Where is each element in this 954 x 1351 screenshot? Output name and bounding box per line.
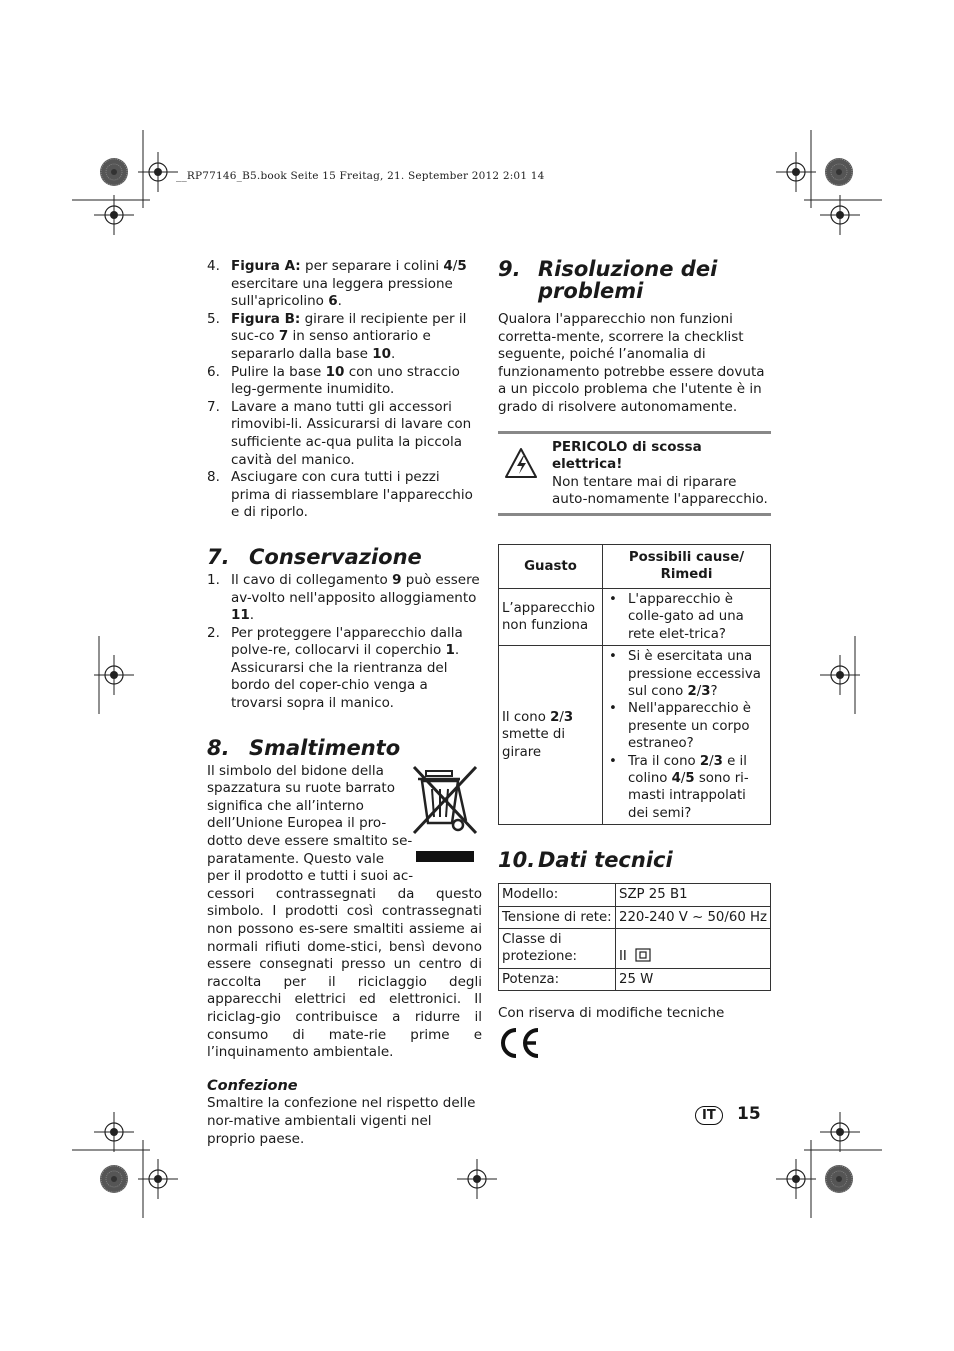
text-run: Il cavo di collegamento [231,571,393,588]
table-header-guasto: Guasto [499,544,603,588]
spec-label: Potenza: [499,968,616,990]
warning-title: PERICOLO di scossa elettrica! [552,438,702,473]
step-number: 5. [207,310,220,327]
text-run: Tra il cono [628,753,700,769]
list-item [207,625,482,713]
section-title-smaltimento: 8. Smaltimento [207,735,401,760]
table-row [499,906,771,928]
section-title-dati-tecnici: 10. Dati tecnici [498,848,673,873]
smaltimento-body [207,763,482,1062]
part-number: 1 [445,642,455,659]
table-header-cause: Possibili cause/ Rimedi [603,544,771,588]
spec-value [616,906,771,928]
part-number: 4 [443,258,453,274]
text-line: paratamente. Questo vale [207,850,385,867]
warning-text: Non tentare mai di riparare auto-nomamente l'apparecchio. [552,473,768,508]
part-number: 9 [392,571,402,588]
technical-note: Con riserva di modifiche tecniche [498,1005,725,1022]
part-number: 2 [550,710,560,726]
part-number: 11 [231,607,250,624]
part-number: 10 [325,363,345,380]
text-line: per il prodotto e tutti i suoi ac- [207,868,414,885]
ce-mark-icon [498,1027,542,1059]
text-run: / [680,771,686,786]
cause-cell [603,646,771,825]
spec-value-text: SZP 25 B1 [619,887,688,903]
text-run: Nell'apparecchio è presente un corpo estraneo? [628,701,751,752]
part-number: 2 [699,753,710,769]
part-number: 10 [372,345,392,362]
double-insulation-icon [635,948,651,962]
text-run: può essere av-volto nell'apposito alloggiamento [231,571,480,606]
right-column [498,258,771,1059]
text-run: Per proteggere l'apparecchio dalla polve-re, collocarvi il coperchio [231,624,463,659]
troubleshooting-table [498,544,771,825]
spec-value-text: II [619,949,627,965]
list-item [207,311,482,364]
part-number: Figura B: [231,310,301,327]
part-number: 6 [328,293,338,310]
text-run: . [391,345,396,362]
text-line: dotto deve essere smaltito se- [207,833,413,850]
step-number: 2. [207,624,220,641]
text-run: Pulire la base [231,363,326,380]
part-number: 5 [685,771,695,786]
text-run: L’apparecchio non funziona [502,600,596,634]
fault-cell [499,588,603,645]
cleaning-steps [207,258,482,522]
spec-value-text: 25 W [619,971,654,987]
text-run: L'apparecchio è colle-gato ad una rete elet-trica? [628,591,744,642]
cause-item [606,753,767,823]
text-run: con uno straccio leg-germente inumidito. [231,363,460,398]
list-item [207,399,482,469]
page-footer [695,1106,761,1125]
crossed-bin-icon [410,763,482,863]
step-number: 6. [207,363,220,380]
part-number: 5 [457,258,467,274]
list-item [207,469,482,522]
step-number: 8. [207,469,220,486]
text-line: spazzatura su ruote barrato [207,780,395,797]
text-run: / [709,753,714,769]
spec-value [616,929,771,969]
spec-label: Classe di protezione: [499,929,616,969]
cause-item [606,700,767,752]
part-number: 7 [278,328,289,345]
subsection-title-confezione: Confezione [207,1077,298,1094]
print-header: __RP77146_B5.book Seite 15 Freitag, 21. September 2012 2:01 14 [176,170,545,182]
text-run: Lavare a mano tutti gli accessori rimovibi-li. Assicurarsi di lavare con sufficiente ac-qua pulita la piccola cavità del manico. [231,398,472,468]
table-row [499,929,771,969]
text-run: Asciugare con cura tutti i pezzi prima di riassemblare l'apparecchio e di riporlo. [231,469,473,521]
table-row [499,646,771,825]
list-item [207,572,482,625]
cause-item [606,591,767,643]
text-run: girare il recipiente per il suc-co [231,310,467,345]
section-title-risoluzione: 9. Risoluzione dei problemi [498,257,718,303]
part-number: 2 [687,683,697,699]
text-run: Il cono [502,710,551,726]
risoluzione-intro: Qualora l'apparecchio non funzioni corretta-mente, scorrere la checklist seguente, poiché l’anomalia di funzionamento potrebbe essere dovuta a un piccolo problema che l'utente è in grado di risolvere autonomamente. [498,311,765,415]
text-run: . Assicurarsi che la rientranza del bordo del coper-chio venga a trovarsi sopra il manico. [231,642,460,712]
cause-cell [603,588,771,645]
text-run: e il colino [628,753,747,786]
conservazione-steps [207,572,482,713]
electric-hazard-icon [504,447,538,479]
text-run: Si è esercitata una pressione eccessiva sul cono [628,649,761,699]
technical-data-table [498,883,771,991]
step-number: 7. [207,398,220,415]
spec-value [616,968,771,990]
text-run: esercitare una leggera pressione sull'apricolino [231,275,453,310]
text-line: Il simbolo del bidone della [207,762,384,779]
smaltimento-text-rest: cessori contrassegnati da questo simbolo. I prodotti così contrassegnati non possono es-sere smaltiti assieme ai normali rifiuti dome-stici, bensì devono essere consegnati presso un centro di raccolta per il riciclaggio degli apparecchi elettrici ed elettronici. Il riciclag-gio contribuisce a ridurre il consumo di mate-rie prime e l’inquinamento ambientale. [207,885,482,1061]
text-run: smette di girare [502,727,566,760]
text-line: dell’Unione Europea il pro- [207,815,387,832]
spec-label: Tensione di rete: [499,906,616,928]
step-number: 1. [207,571,220,588]
text-run: . [249,607,255,624]
confezione-text: Smaltire la confezione nel rispetto delle nor-mative ambientali vigenti nel proprio paese. [207,1095,476,1147]
text-run: ? [710,683,718,699]
language-badge: IT [695,1106,723,1125]
step-number: 4. [207,258,220,274]
spec-value [616,884,771,906]
text-run: / [696,683,702,699]
text-line: significa che all’interno [207,797,364,814]
part-number: 3 [701,683,711,699]
part-number: 3 [563,710,574,726]
left-column [207,258,482,1148]
spec-label: Modello: [499,884,616,906]
cause-item [606,648,767,700]
warning-box [498,431,771,516]
page-number: 15 [737,1104,761,1124]
text-run: sono ri-masti intrappolati dei semi? [628,771,749,821]
fault-cell [499,646,603,825]
table-row [499,884,771,906]
text-run: / [559,710,564,726]
part-number: Figura A: [231,258,301,274]
list-item [207,364,482,399]
list-item [207,258,482,311]
section-title-conservazione: 7. Conservazione [207,544,422,569]
text-run: in senso antiorario e separarlo dalla base [231,328,431,362]
table-row [499,968,771,990]
part-number: 4 [671,771,681,786]
text-run: . [337,293,342,310]
text-run: / [452,258,458,274]
table-row [499,588,771,645]
part-number: 3 [713,753,723,769]
spec-value-text: 220-240 V ~ 50/60 Hz [619,909,767,925]
text-run: per separare i colini [300,258,444,274]
